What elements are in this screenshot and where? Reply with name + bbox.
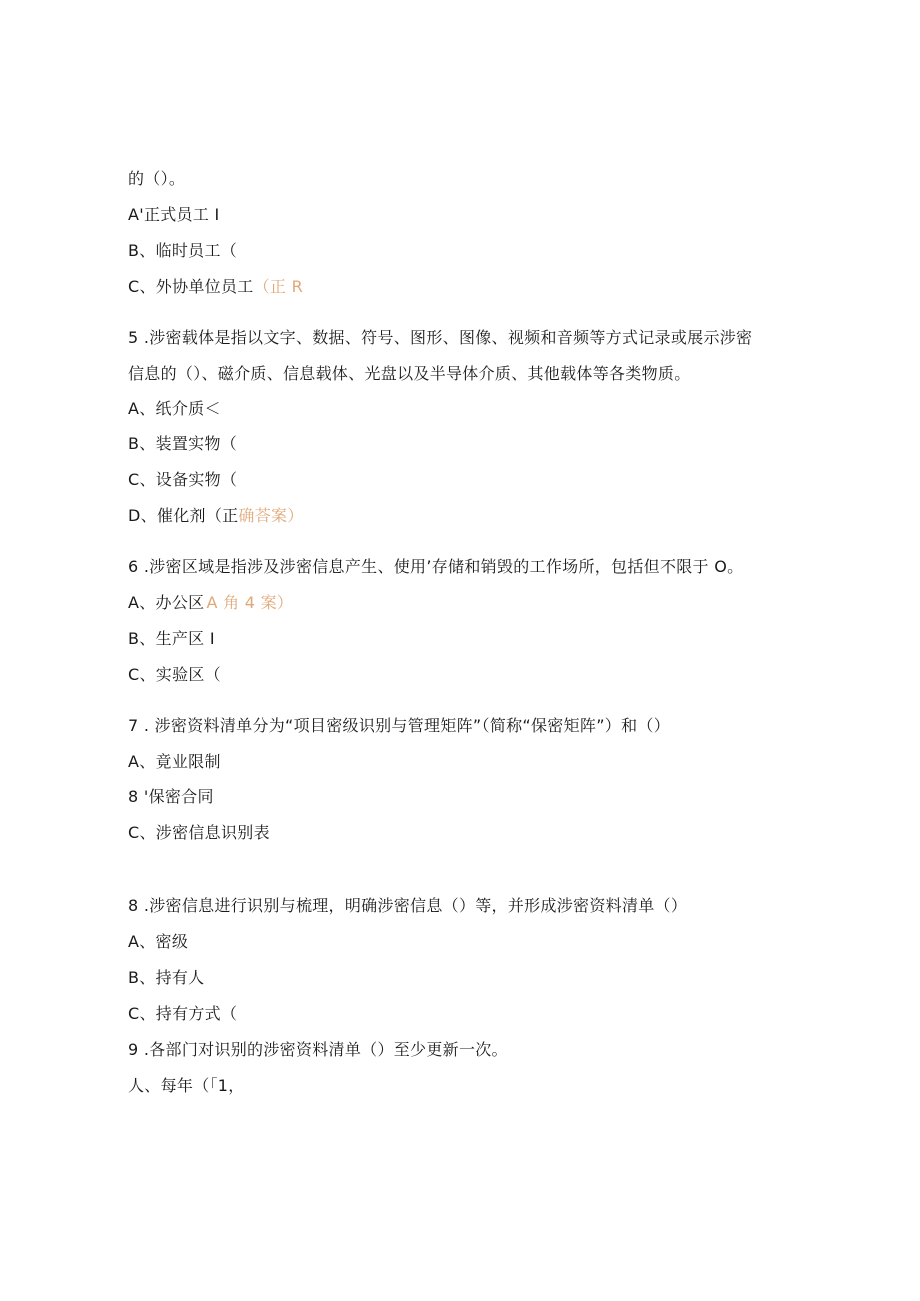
question-8-option-a: A、密级 <box>128 932 189 951</box>
question-6-option-c: C、实验区（ <box>128 665 221 684</box>
question-6-option-a: A、办公区 A 角 4 案） <box>128 593 294 612</box>
question-8-stem: 8 .涉密信息进行识别与梳理，明确涉密信息（）等，并形成涉密资料清单（） <box>128 896 688 915</box>
question-9-option-a: 人、每年（「1， <box>128 1076 245 1095</box>
question-7-option-b: 8 '保密合同 <box>128 787 214 806</box>
answer-marker: A 角 4 案） <box>206 593 294 612</box>
question-7-option-a: A、竟业限制 <box>128 752 221 771</box>
question-6-option-b: B、生产区 I <box>128 629 215 648</box>
question-5-option-a: A、纸介质＜ <box>128 399 221 418</box>
question-5-option-b: B、装置实物（ <box>128 434 238 453</box>
question-4-option-a: A'正式员工 I <box>128 205 220 224</box>
question-4-stem-end: 的（）。 <box>128 169 186 188</box>
question-9-stem: 9 .各部门对识别的涉密资料清单（）至少更新一次。 <box>128 1040 508 1059</box>
question-7-option-c: C、涉密信息识别表 <box>128 823 270 842</box>
question-5-stem-line-2: 信息的（）、磁介质、信息载体、光盘以及半导体介质、其他载体等各类物质。 <box>128 364 691 383</box>
question-5-option-d: D、催化剂（正确荅案） <box>128 506 304 525</box>
question-4-option-b: B、临时员工（ <box>128 241 238 260</box>
answer-marker: （正 R <box>253 277 303 296</box>
question-8-option-b: B、持有人 <box>128 968 205 987</box>
question-5-option-c: C、设备实物（ <box>128 470 238 489</box>
question-6-stem: 6 .涉密区域是指涉及涉密信息产生、使用’存储和销毁的工作场所，包括但不限于 O。 <box>128 557 744 576</box>
question-4-option-c: C、外协单位员工（正 R <box>128 277 303 296</box>
question-8-option-c: C、持有方式（ <box>128 1004 238 1023</box>
question-7-stem: 7 . 涉密资料清单分为“项目密级识别与管理矩阵”（简称“保密矩阵”）和（） <box>128 716 670 735</box>
question-5-stem-line-1: 5 .涉密载体是指以文字、数据、符号、图形、图像、视频和音频等方式记录或展示涉密 <box>128 328 753 347</box>
answer-marker: 确荅案） <box>238 506 304 525</box>
